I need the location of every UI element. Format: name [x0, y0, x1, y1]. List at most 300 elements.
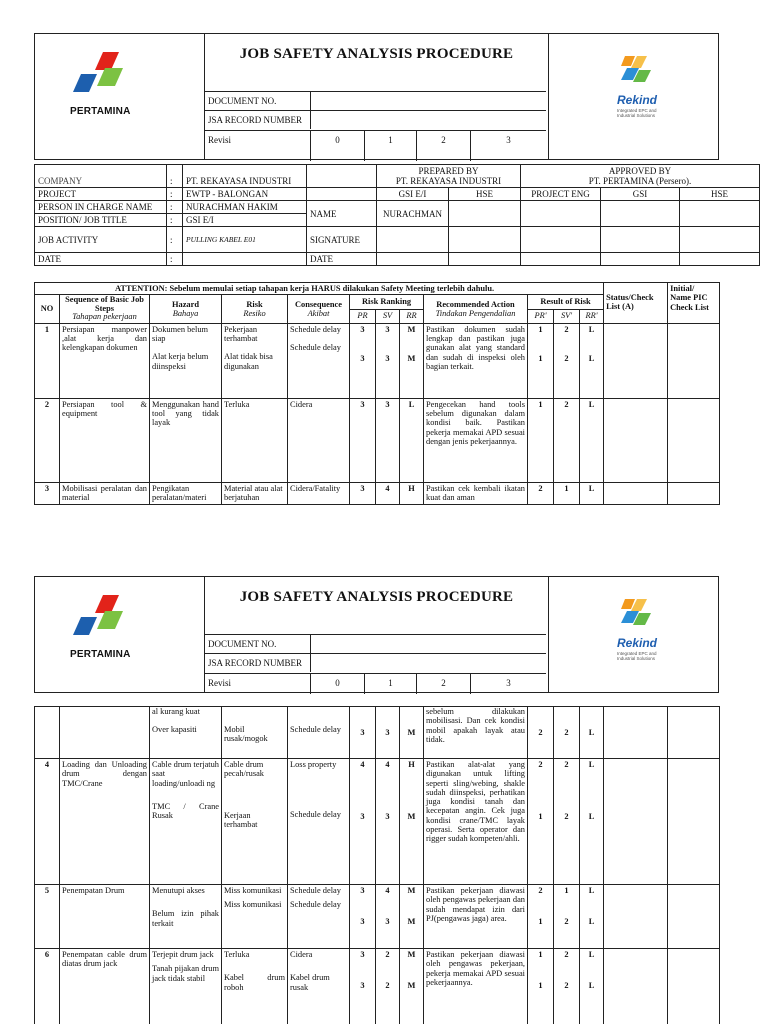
- rekind-logo-tagline-2: Industrial Solutions: [617, 113, 656, 118]
- row-no: 1: [35, 323, 60, 398]
- sv-header: SV: [376, 309, 400, 323]
- pr2-value: 2: [538, 886, 543, 895]
- sv-value: 3: [385, 917, 390, 927]
- revisi-row: [205, 130, 546, 161]
- pertamina-logo-cell: [35, 34, 205, 159]
- approved-company: PT. PERTAMINA (Persero).: [588, 176, 692, 186]
- row-sv: [376, 323, 400, 398]
- row-pr2: [528, 885, 554, 949]
- attention-note: ATTENTION: Sebelum memulai setiap tahapan kerja HARUS dilakukan Safety Meeting terlebih dahulu.: [35, 283, 604, 295]
- rr-value: M: [407, 324, 416, 334]
- row-status: [604, 949, 668, 1024]
- pr-value: 3: [360, 917, 365, 927]
- name-label: NAME: [307, 201, 377, 227]
- row-step: Persiapan tool & equipment: [60, 398, 150, 482]
- row-initial: [668, 759, 720, 885]
- row-rr2: [580, 885, 604, 949]
- page2-header: [34, 576, 719, 693]
- row-pr2: 1: [528, 398, 554, 482]
- colon: :: [167, 165, 183, 188]
- date-label-2: DATE: [307, 253, 377, 266]
- action-header: [424, 295, 528, 324]
- revisi-2: 2: [417, 131, 471, 161]
- sv2-value: 2: [564, 812, 569, 822]
- hazard-header-id: Bahaya: [172, 309, 199, 319]
- pr-value: 4: [360, 760, 365, 769]
- rr-value: H: [408, 760, 415, 769]
- document-no-value: [311, 635, 546, 653]
- signature-cell: [377, 227, 449, 253]
- hazard-text: Over kapasiti: [152, 725, 197, 735]
- pertamina-logo-text: PERTAMINA: [70, 106, 131, 117]
- result-header: Result of Risk: [528, 295, 604, 309]
- row-action: Pengecekan hand tools sebelum digunakan dalam kondisi baik. Pastikan pekerja memakai APD sesuai dengan jenis pekerjaannya.: [424, 398, 528, 482]
- pr2-value: 2: [538, 760, 543, 769]
- date-cell: [680, 253, 760, 266]
- consequence-header-id: Akibat: [307, 309, 330, 319]
- date-label: DATE: [35, 253, 167, 266]
- row-action: Pastikan pekerjaan diawasi oleh pengawas pekerjaan, pekerja memakai APD sesuai pekerjaannya.: [424, 949, 528, 1024]
- consequence-text: Schedule delay: [290, 810, 341, 820]
- row-sv2: 2: [554, 707, 580, 759]
- document-no-row: [205, 91, 546, 110]
- sv2-value: 2: [564, 981, 569, 991]
- revisi-row: [205, 673, 546, 694]
- rr2-header: RR': [580, 309, 604, 323]
- pr-header: PR: [350, 309, 376, 323]
- row-no: 4: [35, 759, 60, 885]
- row-hazard: [150, 323, 222, 398]
- position-label: POSITION/ JOB TITLE: [35, 214, 167, 227]
- risk-text: Kabel drum roboh: [224, 973, 285, 992]
- pr-value: 3: [360, 324, 365, 334]
- rr2-value: L: [588, 886, 595, 895]
- blank-cell: [307, 165, 377, 188]
- jsa-table-page1: [34, 282, 720, 505]
- row-rr: H: [400, 482, 424, 504]
- jsa-record-label: JSA RECORD NUMBER: [205, 654, 311, 672]
- pertamina-logo-icon: [71, 50, 135, 104]
- pertamina-logo-icon: [71, 593, 135, 647]
- date-value: [183, 253, 307, 266]
- table-row: [35, 949, 720, 1024]
- row-consequence: [288, 949, 350, 1024]
- row-sv2: 1: [554, 482, 580, 504]
- row-rr2: L: [580, 398, 604, 482]
- row-pr: [350, 885, 376, 949]
- row-step: Persiapan manpower ,alat kerja dan kelengkapan dokumen: [60, 323, 150, 398]
- no-header: NO: [35, 295, 60, 324]
- row-no: 6: [35, 949, 60, 1024]
- row-initial: [668, 398, 720, 482]
- row-pr: [350, 323, 376, 398]
- row-initial: [668, 323, 720, 398]
- rekind-logo-text: Rekind: [617, 93, 658, 107]
- pertamina-logo-cell: [35, 577, 205, 692]
- sv-value: 2: [385, 950, 390, 959]
- sv-value: 4: [385, 886, 390, 895]
- pr2-value: 1: [538, 917, 543, 927]
- rr2-value: L: [588, 354, 595, 364]
- row-rr: [400, 885, 424, 949]
- jsa-table-page2: [34, 706, 720, 1024]
- rekind-logo-tagline-1: Integrated EPC and: [617, 108, 657, 113]
- pr2-header: PR': [528, 309, 554, 323]
- revisi-2: 2: [417, 674, 471, 694]
- row-pr: 3: [350, 398, 376, 482]
- signature-label: SIGNATURE: [307, 227, 377, 253]
- project-value: EWTP - BALONGAN: [183, 188, 307, 201]
- risk-text: Terluka: [224, 950, 250, 959]
- signature-cell: [449, 227, 521, 253]
- hazard-text: Menutupi akses: [152, 886, 205, 895]
- pertamina-logo-text: PERTAMINA: [70, 649, 131, 660]
- row-step: Penempatan Drum: [60, 885, 150, 949]
- consequence-text: Schedule delay: [290, 324, 341, 334]
- row-status: [604, 707, 668, 759]
- pr-value: 3: [360, 950, 365, 959]
- sv-value: 3: [385, 812, 390, 822]
- row-rr: M: [400, 707, 424, 759]
- row-status: [604, 885, 668, 949]
- row-hazard: [150, 759, 222, 885]
- activity-label: JOB ACTIVITY: [35, 227, 167, 253]
- jsa-record-row: [205, 110, 546, 129]
- row-no: 3: [35, 482, 60, 504]
- row-sv: 4: [376, 482, 400, 504]
- sv2-value: 2: [564, 324, 569, 334]
- row-sv2: [554, 323, 580, 398]
- row-action: Pastikan dokumen sudah lengkap dan pastikan juga gunakan alat yang standard dan sudah di inspeksi oleh bagian terkait.: [424, 323, 528, 398]
- row-sv: 3: [376, 707, 400, 759]
- row-risk: Material atau alat berjatuhan: [222, 482, 288, 504]
- pr2-value: 1: [538, 324, 543, 334]
- row-pr: [350, 949, 376, 1024]
- rr2-value: L: [588, 981, 595, 991]
- colon: :: [167, 188, 183, 201]
- row-pr: 3: [350, 707, 376, 759]
- pic-label: PERSON IN CHARGE NAME: [35, 201, 167, 214]
- document-no-label: DOCUMENT NO.: [205, 635, 311, 653]
- risk-text: Miss komunikasi: [224, 886, 282, 895]
- pr2-value: 1: [538, 812, 543, 822]
- row-consequence: [288, 759, 350, 885]
- sv2-value: 1: [564, 886, 569, 895]
- revisi-label: Revisi: [205, 674, 311, 694]
- table-row: [35, 707, 720, 759]
- row-sv2: 2: [554, 398, 580, 482]
- row-consequence: Cidera/Fatality: [288, 482, 350, 504]
- appr-role-gsi: GSI: [601, 188, 680, 201]
- consequence-text: Schedule delay: [290, 900, 341, 910]
- row-status: [604, 759, 668, 885]
- consequence-text: Kabel drum rusak: [290, 973, 330, 992]
- table-row: [35, 482, 720, 504]
- hazard-text: TMC / Crane Rusak: [152, 801, 219, 821]
- initial-header: Initial/ Name PIC Check List: [668, 283, 720, 324]
- sv-value: 3: [385, 354, 390, 364]
- row-step: Penempatan cable drum diatas drum jack: [60, 949, 150, 1024]
- row-status: [604, 398, 668, 482]
- hazard-text: Alat kerja belum diinspeksi: [152, 352, 209, 371]
- sv2-value: 2: [564, 950, 569, 959]
- info-table: [34, 164, 760, 266]
- row-initial: [668, 885, 720, 949]
- revisi-3: 3: [506, 135, 511, 145]
- sv2-header: SV': [554, 309, 580, 323]
- steps-header-id: Tahapan pekerjaan: [72, 312, 137, 322]
- steps-header-en: Sequence of Basic Job Steps: [65, 295, 144, 313]
- revisi-1: 1: [365, 674, 417, 694]
- row-step: [60, 707, 150, 759]
- rekind-logo-cell: [548, 34, 720, 159]
- page1-header: [34, 33, 719, 160]
- jsa-record-value: [311, 111, 546, 129]
- sv2-value: 2: [564, 917, 569, 927]
- row-action: sebelum dilakukan mobilisasi. Dan cek kondisi mobil apakah layak atau tidak.: [424, 707, 528, 759]
- appr-role-hse: HSE: [680, 188, 760, 201]
- row-consequence: [288, 885, 350, 949]
- pr-value: 3: [360, 886, 365, 895]
- status-header: Status/Check List (A): [604, 283, 668, 324]
- pr2-value: 1: [538, 950, 543, 959]
- row-sv2: [554, 759, 580, 885]
- row-rr: L: [400, 398, 424, 482]
- risk-text: Pekerjaan terhambat: [224, 324, 258, 344]
- signature-cell: [601, 227, 680, 253]
- risk-header: [222, 295, 288, 324]
- sv2-value: 2: [564, 354, 569, 364]
- jsa-record-value: [311, 654, 546, 672]
- date-cell: [601, 253, 680, 266]
- row-risk: [222, 949, 288, 1024]
- approved-by-cell: [521, 165, 760, 188]
- row-hazard: [150, 885, 222, 949]
- name-cell: [680, 201, 760, 227]
- hazard-text: Belum izin pihak terkait: [152, 909, 219, 928]
- rekind-logo-tagline-1: Integrated EPC and: [617, 651, 657, 656]
- rr2-value: L: [588, 812, 595, 822]
- name-cell: [449, 201, 521, 227]
- date-cell: [377, 253, 449, 266]
- prepared-by-cell: [377, 165, 521, 188]
- consequence-header-en: Consequence: [295, 299, 342, 309]
- hazard-text: Tanah pijakan drum jack tidak stabil: [152, 964, 219, 983]
- row-risk: [222, 759, 288, 885]
- signature-cell: [521, 227, 601, 253]
- activity-value: PULLING KABEL E01: [183, 227, 307, 253]
- rekind-logo-cell: [548, 577, 720, 692]
- prepared-company: PT. REKAYASA INDUSTRI: [395, 176, 502, 186]
- row-initial: [668, 482, 720, 504]
- row-hazard: Pengikatan peralatan/materi: [150, 482, 222, 504]
- row-no: 5: [35, 885, 60, 949]
- row-rr2: [580, 949, 604, 1024]
- risk-text: Alat tidak bisa digunakan: [224, 352, 273, 371]
- revisi-0: 0: [311, 674, 365, 694]
- hazard-text: al kurang kuat: [152, 707, 200, 716]
- row-pr2: 2: [528, 707, 554, 759]
- row-sv: [376, 759, 400, 885]
- row-hazard: [150, 949, 222, 1024]
- row-initial: [668, 707, 720, 759]
- rr-value: M: [407, 981, 416, 991]
- row-step: Loading dan Unloading drum dengan TMC/Crane: [60, 759, 150, 885]
- row-pr: [350, 759, 376, 885]
- document-title: JOB SAFETY ANALYSIS PROCEDURE: [239, 589, 514, 605]
- rr-value: M: [407, 886, 416, 895]
- rekind-logo-icon: [619, 597, 653, 633]
- consequence-text: Loss property: [290, 760, 337, 769]
- row-step: Mobilisasi peralatan dan material: [60, 482, 150, 504]
- date-cell: [521, 253, 601, 266]
- sv-value: 3: [385, 324, 390, 334]
- document-title: JOB SAFETY ANALYSIS PROCEDURE: [239, 46, 514, 62]
- rekind-logo-text: Rekind: [617, 636, 658, 650]
- position-value: GSI E/I: [183, 214, 307, 227]
- row-sv: [376, 949, 400, 1024]
- rr2-value: L: [588, 917, 595, 927]
- rekind-logo-tagline-2: Industrial Solutions: [617, 656, 656, 661]
- blank-cell: [307, 188, 377, 201]
- hazard-text: Dokumen belum siap: [152, 324, 209, 344]
- jsa-record-row: [205, 653, 546, 672]
- row-pr2: 2: [528, 482, 554, 504]
- row-status: [604, 323, 668, 398]
- date-cell: [449, 253, 521, 266]
- rr-value: M: [407, 354, 416, 364]
- sv-value: 4: [385, 760, 390, 769]
- risk-text: Kerjaan terhambat: [224, 810, 258, 829]
- appr-role-project-eng: PROJECT ENG: [521, 188, 601, 201]
- row-no: 2: [35, 398, 60, 482]
- consequence-text: Schedule delay: [290, 725, 341, 734]
- row-rr: [400, 759, 424, 885]
- risk-text: Miss komunikasi: [224, 900, 282, 910]
- rr-value: M: [407, 812, 416, 822]
- pic-value: NURACHMAN HAKIM: [183, 201, 307, 214]
- colon: :: [167, 253, 183, 266]
- prep-role-hse: HSE: [449, 188, 521, 201]
- table-row: [35, 398, 720, 482]
- consequence-text: Schedule delay: [290, 886, 341, 895]
- row-hazard: [150, 707, 222, 759]
- company-value: PT. REKAYASA INDUSTRI: [183, 165, 307, 188]
- pr2-value: 1: [538, 354, 543, 364]
- row-consequence: Cidera: [288, 398, 350, 482]
- document-no-value: [311, 92, 546, 110]
- colon: :: [167, 201, 183, 214]
- table-row: [35, 323, 720, 398]
- row-rr2: L: [580, 482, 604, 504]
- colon: :: [167, 214, 183, 227]
- prep-role-gsi: GSI E/I: [377, 188, 449, 201]
- name-cell: [521, 201, 601, 227]
- document-no-label: DOCUMENT NO.: [205, 92, 311, 110]
- table-row: [35, 759, 720, 885]
- row-rr2: [580, 759, 604, 885]
- action-header-id: Tindakan Pengendalian: [435, 309, 516, 319]
- action-header-en: Recommended Action: [436, 299, 515, 309]
- consequence-header: [288, 295, 350, 324]
- risk-text: Mobil rusak/mogok: [224, 725, 268, 744]
- row-risk: [222, 323, 288, 398]
- row-status: [604, 482, 668, 504]
- row-hazard: Menggunakan hand tool yang tidak layak: [150, 398, 222, 482]
- rr-value: M: [407, 917, 416, 927]
- rekind-logo-icon: [619, 54, 653, 90]
- row-action: Pastikan cek kembali ikatan kuat dan aman: [424, 482, 528, 504]
- pr2-value: 1: [538, 981, 543, 991]
- table-row: [35, 885, 720, 949]
- name-cell: [601, 201, 680, 227]
- prepared-by: PREPARED BY: [418, 166, 479, 176]
- revisi-label: Revisi: [205, 131, 311, 161]
- company-label: COMPANY: [35, 165, 167, 188]
- risk-header-id: Resiko: [243, 309, 266, 319]
- row-initial: [668, 949, 720, 1024]
- name-value: NURACHMAN: [377, 201, 449, 227]
- risk-text: Cable drum pecah/rusak: [224, 760, 264, 779]
- revisi-0: 0: [311, 131, 365, 161]
- sv2-value: 2: [564, 760, 569, 769]
- pr-value: 3: [360, 812, 365, 822]
- row-sv: [376, 885, 400, 949]
- hazard-text: Terjepit drum jack: [152, 950, 214, 959]
- rr2-value: L: [588, 324, 595, 334]
- row-rr: [400, 323, 424, 398]
- row-consequence: [288, 707, 350, 759]
- consequence-text: Cidera: [290, 950, 313, 959]
- rr-header: RR: [400, 309, 424, 323]
- colon: :: [167, 227, 183, 253]
- row-risk: [222, 885, 288, 949]
- row-pr: 3: [350, 482, 376, 504]
- row-pr2: [528, 323, 554, 398]
- sv-value: 2: [385, 981, 390, 991]
- risk-header-en: Risk: [246, 299, 263, 309]
- rr-value: M: [407, 950, 416, 959]
- pr-value: 3: [360, 981, 365, 991]
- row-sv2: [554, 885, 580, 949]
- row-consequence: [288, 323, 350, 398]
- row-action: Pastikan pekerjaan diawasi oleh pengawas pekerjaan dan sudah mendapat izin dari PJ(pengawas jaga) area.: [424, 885, 528, 949]
- rr2-value: L: [588, 760, 595, 769]
- row-risk: [222, 707, 288, 759]
- row-rr2: L: [580, 707, 604, 759]
- approved-by: APPROVED BY: [608, 166, 672, 176]
- row-rr2: [580, 323, 604, 398]
- rr2-value: L: [588, 950, 595, 959]
- signature-cell: [680, 227, 760, 253]
- row-pr2: [528, 759, 554, 885]
- ranking-header: Risk Ranking: [350, 295, 424, 309]
- row-sv2: [554, 949, 580, 1024]
- row-action: Pastikan alat-alat yang digunakan untuk lifting seperti sling/webing, shakle sudah diinspeksi, perhatikan juga kondisi tanah dan kecepatan angin. Cek juga kondisi crane/TMC layak operasi. Serta operator dan rigger sudah kompeten/ahli.: [424, 759, 528, 885]
- revisi-3: 3: [506, 678, 511, 688]
- revisi-1: 1: [365, 131, 417, 161]
- steps-header: [60, 295, 150, 324]
- pr-value: 3: [360, 354, 365, 364]
- hazard-header-en: Hazard: [172, 299, 199, 309]
- consequence-text: Schedule delay: [290, 343, 341, 353]
- row-sv: 3: [376, 398, 400, 482]
- hazard-header: [150, 295, 222, 324]
- row-risk: Terluka: [222, 398, 288, 482]
- row-pr2: [528, 949, 554, 1024]
- document-no-row: [205, 634, 546, 653]
- row-no: [35, 707, 60, 759]
